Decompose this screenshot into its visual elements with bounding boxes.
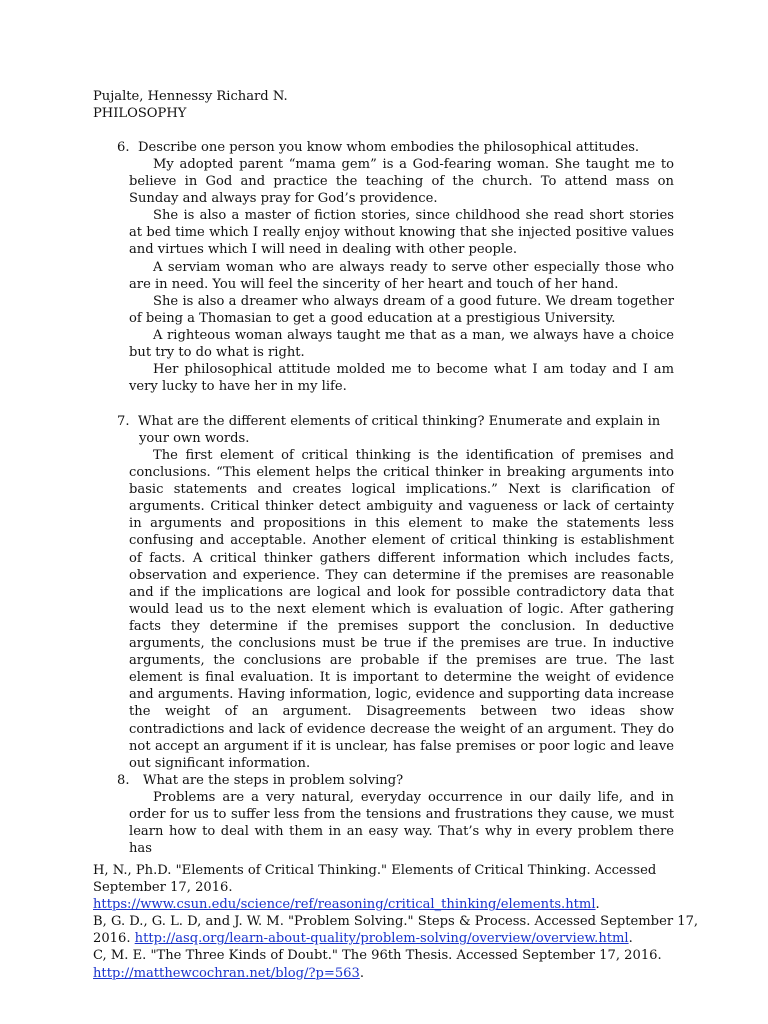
question-number: 8. [117,773,130,788]
paragraph: The first element of critical thinking is the identification of premises and conclusions. “This element helps the critical thinker in breaking arguments into basic statements and creates logical implications.” Next is clarification of arguments. Critical thinker detect ambiguity and vagueness or lack of certainty in arguments and propositions in this element to make the statements less confusing and acceptable. Another element of critical thinking is establishment of facts. A critical thinker gathers different information which includes facts, observation and experience. They can determine if the premises are reasonable and if the implications are logical and look for possible contradictory data that would lead us to the next element which is evaluation of logic. After gathering facts they determine if the premises support the conclusion. In deductive arguments, the conclusions must be true if the premises are true. In inductive arguments, the conclusions are probable if the premises are true. The last element is final evaluation. It is important to determine the weight of evidence and arguments. Having information, logic, evidence and supporting data increase the weight of an argument. Disagreements between two ideas show contradictions and lack of evidence decrease the weight of an argument. They do not accept an argument if it is unclear, has false premises or poor logic and leave out significant information. [129,448,674,771]
reference-1-line-1: H, N., Ph.D. "Elements of Critical Thinking." Elements of Critical Thinking. Accessed [93,863,657,878]
paragraph: She is also a master of fiction stories, since childhood she read short stories at bed time which I really enjoy without knowing that she injected positive values and virtues which I will need in dealing with other people. [129,208,674,258]
question-text: Describe one person you know whom embodies the philosophical attitudes. [138,140,640,155]
question-6 [117,139,639,156]
question-7-continued [139,430,249,447]
reference-2-year: 2016. [93,931,135,947]
student-name: Pujalte, Hennessy Richard N. [93,89,288,104]
reference-2-line-1: B, G. D., G. L. D, and J. W. M. "Problem Solving." Steps & Process. Accessed September 17, [93,914,699,930]
reference-3-link[interactable]: http://matthewcochran.net/blog/?p=563 [93,965,360,981]
question-text: What are the different elements of critical thinking? Enumerate and explain in [138,414,661,429]
answer-7 [129,447,674,772]
paragraph: Her philosophical attitude molded me to become what I am today and I am very lucky to have her in my life. [129,362,674,395]
references [93,862,699,982]
reference-1-line-3 [93,896,683,913]
subject-title: PHILOSOPHY [93,106,187,122]
answer-8 [129,789,674,857]
reference-1-line-2: September 17, 2016. [93,880,233,896]
reference-1-link[interactable]: https://www.csun.edu/science/ref/reasoning/critical_thinking/elements.html [93,897,596,913]
period: . [628,931,633,947]
question-text: What are the steps in problem solving? [143,773,404,788]
reference-3-line-1: C, M. E. "The Three Kinds of Doubt." The 96th Thesis. Accessed September 17, 2016. [93,948,662,964]
reference-2-line-2 [93,930,683,947]
question-text: your own words. [139,431,250,446]
question-8 [117,772,403,789]
question-number: 7. [117,414,130,429]
question-number: 6. [117,140,130,155]
question-7 [117,413,660,430]
period: . [595,897,600,913]
reference-2-link[interactable]: http://asq.org/learn-about-quality/problem-solving/overview/overview.html [134,931,629,947]
paragraph: A righteous woman always taught me that as a man, we always have a choice but try to do what is right. [129,327,674,361]
paragraph: My adopted parent “mama gem” is a God-fearing woman. She taught me to believe in God and practice the teaching of the church. To attend mass on Sunday and always pray for God’s providence. [129,157,674,207]
document-header [93,88,288,122]
paragraph: She is also a dreamer who always dream of a good future. We dream together of being a Thomasian to get a good education at a prestigious University. [129,293,674,326]
reference-3-line-2 [93,965,683,982]
period: . [359,965,364,981]
paragraph: Problems are a very natural, everyday occurrence in our daily life, and in order for us to suffer less from the tensions and frustrations they cause, we must learn how to deal with them in an easy way. That’s why in every problem there has [129,790,674,857]
paragraph: A serviam woman who are always ready to serve other especially those who are in need. You will feel the sincerity of her heart and touch of her hand. [129,259,674,292]
answer-6 [129,156,674,395]
